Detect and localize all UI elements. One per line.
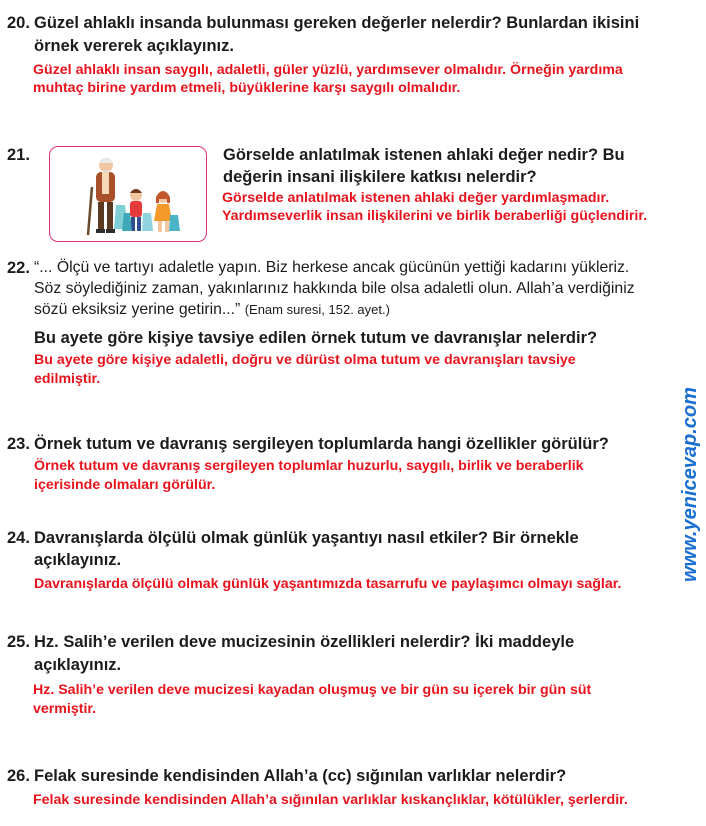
answer-22-line1: Bu ayete göre kişiye adaletli, doğru ve dürüst olma tutum ve davranışları tavsiye (34, 352, 576, 368)
answer-20-line1: Güzel ahlaklı insan saygılı, adaletli, güler yüzlü, yardımsever olmalıdır. Örneğin yardıma (33, 62, 623, 78)
question-21-text-line1: Görselde anlatılmak istenen ahlaki değer nedir? Bu (223, 146, 625, 164)
helping-illustration (49, 146, 207, 242)
question-25-text-line1: Hz. Salih’e verilen deve mucizesinin özellikleri nelerdir? İki maddeyle (34, 633, 575, 651)
question-20-text-line2: örnek vererek açıklayınız. (34, 37, 234, 55)
answer-24-line1: Davranışlarda ölçülü olmak günlük yaşantımızda tasarrufu ve paylaşımcı olmayı sağlar. (34, 576, 622, 592)
question-24-text-line1: Davranışlarda ölçülü olmak günlük yaşantıyı nasıl etkiler? Bir örnekle (34, 529, 579, 547)
watermark (656, 330, 706, 585)
question-25-number: 25. (7, 633, 30, 651)
answer-22-line2: edilmiştir. (34, 371, 101, 387)
answer-21-line2: Yardımseverlik insan ilişkilerini ve birlik beraberliği güçlendirir. (222, 208, 648, 224)
question-21-text-line2: değerin insani ilişkilere katkısı nelerdir? (223, 168, 537, 186)
verse-line3 (34, 300, 390, 321)
answer-21-line1: Görselde anlatılmak istenen ahlaki değer yardımlaşmadır. (222, 190, 610, 206)
question-22-text-line1: Bu ayete göre kişiye tavsiye edilen örnek tutum ve davranışlar nelerdir? (34, 329, 598, 347)
answer-25-line1: Hz. Salih’e verilen deve mucizesi kayadan oluşmuş ve bir gün su içerek bir gün süt (33, 682, 592, 698)
answer-25-line2: vermiştir. (33, 701, 97, 717)
question-24-number: 24. (7, 529, 30, 547)
verse-line2: Söz söylediğiniz zaman, yakınlarınız hakkında bile olsa adaletli olun. Allah’a verdiğiniz (34, 280, 635, 297)
question-26-number: 26. (7, 767, 30, 785)
verse-line3-text: sözü eksiksiz yerine getirin...” (34, 301, 241, 318)
question-26-text-line1: Felak suresinde kendisinden Allah’a (cc) sığınılan varlıklar nelerdir? (34, 767, 567, 785)
watermark-text: www.yenicevap.com (679, 387, 701, 582)
answer-23-line2: içerisinde olmaları görülür. (34, 477, 216, 493)
answer-23-line1: Örnek tutum ve davranış sergileyen toplumlar huzurlu, saygılı, birlik ve beraberlik (34, 458, 584, 474)
question-24-text-line2: açıklayınız. (34, 551, 122, 569)
verse-line1: “... Ölçü ve tartıyı adaletle yapın. Biz herkese ancak gücünün yettiği kadarını yükleriz. (34, 259, 630, 276)
answer-20-line2: muhtaç birine yardım etmeli, büyüklerine karşı saygılı olmalıdır. (33, 80, 461, 96)
question-22-number: 22. (7, 259, 30, 277)
question-23-number: 23. (7, 435, 30, 453)
answer-26-line1: Felak suresinde kendisinden Allah’a sığınılan varlıklar kıskançlıklar, kötülükler, şerlerdir. (33, 792, 628, 808)
question-20-text-line1: Güzel ahlaklı insanda bulunması gereken değerler nelerdir? Bunlardan ikisini (34, 14, 640, 32)
question-20-number: 20. (7, 14, 30, 32)
elderly-man-and-children-icon (50, 147, 206, 241)
question-21-number: 21. (7, 146, 30, 164)
question-23-text-line1: Örnek tutum ve davranış sergileyen toplumlarda hangi özellikler görülür? (34, 435, 609, 453)
question-25-text-line2: açıklayınız. (34, 656, 122, 674)
verse-source: (Enam suresi, 152. ayet.) (244, 302, 390, 317)
